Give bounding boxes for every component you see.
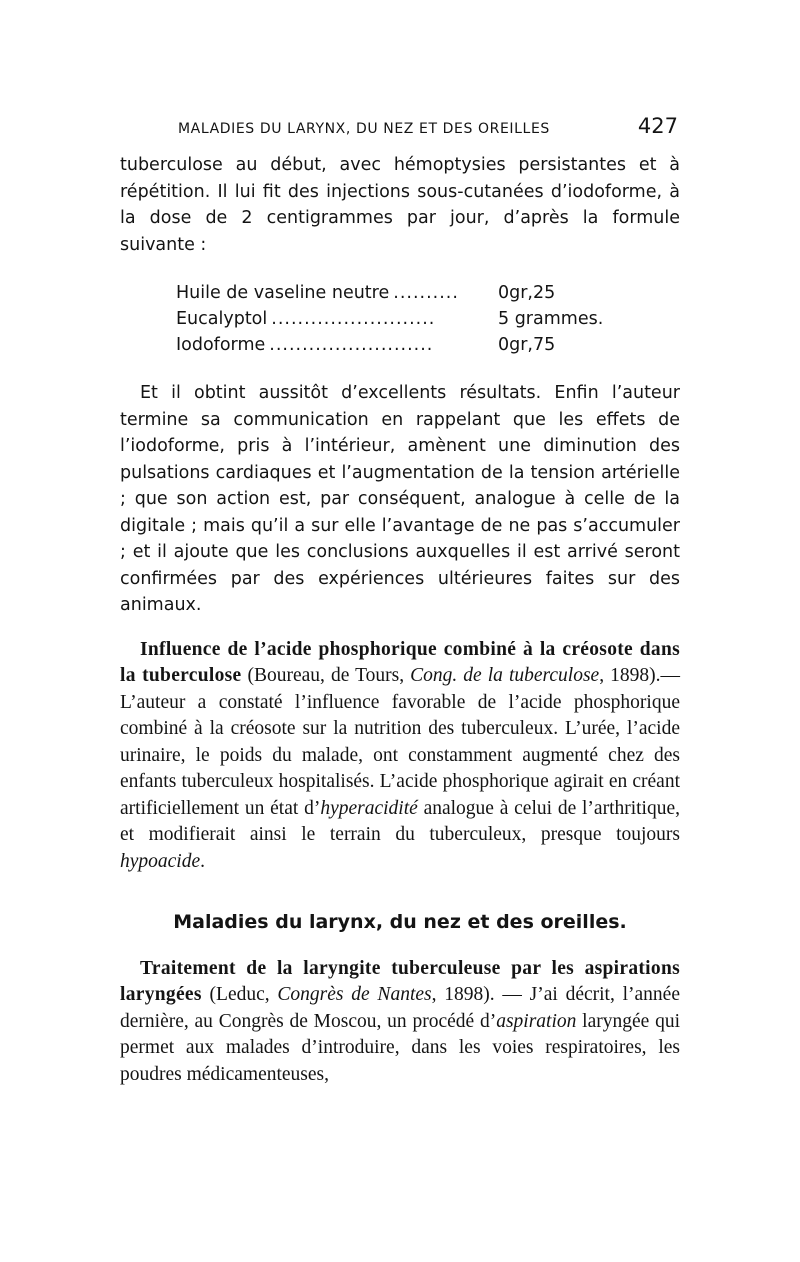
formula-leader-dots: .......... [393, 283, 459, 303]
formula-row [176, 306, 616, 332]
formula-row [176, 280, 616, 306]
article-body-text: L’auteur a constaté l’influence favorable de l’acide phosphorique combiné à la créosote sur la nutrition des tuberculeux. L’urée, l’acide urinaire, le poids du malade, ont constamment augmenté chez des enfants tuberculeux hospitalisés. L’acide phosphorique agirait en créant artificiellement un état d’ [120, 691, 680, 819]
article-citation-open: (Boureau, de Tours, [241, 665, 411, 686]
article-citation-close: , 1898).— [599, 665, 680, 686]
formula-quantity: 5 grammes. [498, 309, 604, 329]
article-italic-term: aspiration [496, 1010, 577, 1032]
running-header [120, 108, 680, 138]
page-number: 427 [637, 114, 678, 138]
article-lead-title: Influence de l’acide phosphorique combiné à la créosote dans la tuberculose [120, 638, 680, 686]
article-body-text: . [200, 850, 206, 872]
article-body-text: analogue à celui de l’arthritique, et modifierait ainsi le terrain du tuberculeux, presque toujours [120, 797, 681, 845]
article-body-text: J’ai décrit, l’année dernière, au Congrès de Moscou, un procédé d’ [120, 984, 680, 1032]
article-citation-open: (Leduc, [201, 984, 278, 1005]
article-lead-title: Traitement de la laryngite tuberculeuse par les aspirations laryngées [120, 957, 680, 1005]
article-italic-term: hyperacidité [320, 797, 418, 819]
formula-leader-dots: ......................... [271, 309, 436, 329]
formula-quantity: 0gr,75 [498, 335, 556, 355]
book-page [120, 108, 680, 1088]
article-phosphoric-acid [120, 637, 680, 876]
section-heading: Maladies du larynx, du nez et des oreilles. [173, 911, 627, 933]
formula-ingredient: Iodoforme [176, 335, 266, 355]
formula-quantity: 0gr,25 [498, 283, 556, 303]
article-citation-close: , 1898). — [431, 984, 530, 1005]
formula-leader-dots: ......................... [269, 335, 434, 355]
prescription-formula [176, 280, 616, 358]
formula-row [176, 332, 616, 358]
article-citation-source: Cong. de la tuberculose [410, 665, 600, 686]
formula-ingredient: Eucalyptol [176, 309, 268, 329]
article-laryngitis [120, 956, 680, 1089]
article-citation-source: Congrès de Nantes [277, 984, 432, 1005]
formula-ingredient: Huile de vaseline neutre [176, 283, 390, 303]
article-body-text: laryngée qui permet aux malades d’introduire, dans les voies respiratoires, les poudres médicamenteuses, [120, 1010, 681, 1085]
running-title: MALADIES DU LARYNX, DU NEZ ET DES OREILLES [178, 121, 550, 137]
article-italic-term: hypoacide [120, 850, 201, 872]
paragraph-results: Et il obtint aussitôt d’excellents résultats. Enfin l’auteur termine sa communication en rappelant que les effets de l’iodoforme, pris à l’intérieur, amènent une diminution des pulsations cardiaques et l’augmentation de la tension artérielle ; que son action est, par conséquent, analogue à celle de la digitale ; mais qu’il a sur elle l’avantage de ne pas s’accumuler ; et il ajoute que les conclusions auxquelles il est arrivé seront confirmées par des expériences ultérieures faites sur des animaux. [120, 383, 680, 615]
paragraph-continuation: tuberculose au début, avec hémoptysies persistantes et à répétition. Il lui fit des injections sous-cutanées d’iodoforme, à la dose de 2 centigrammes par jour, d’après la formule suivante : [120, 155, 680, 255]
